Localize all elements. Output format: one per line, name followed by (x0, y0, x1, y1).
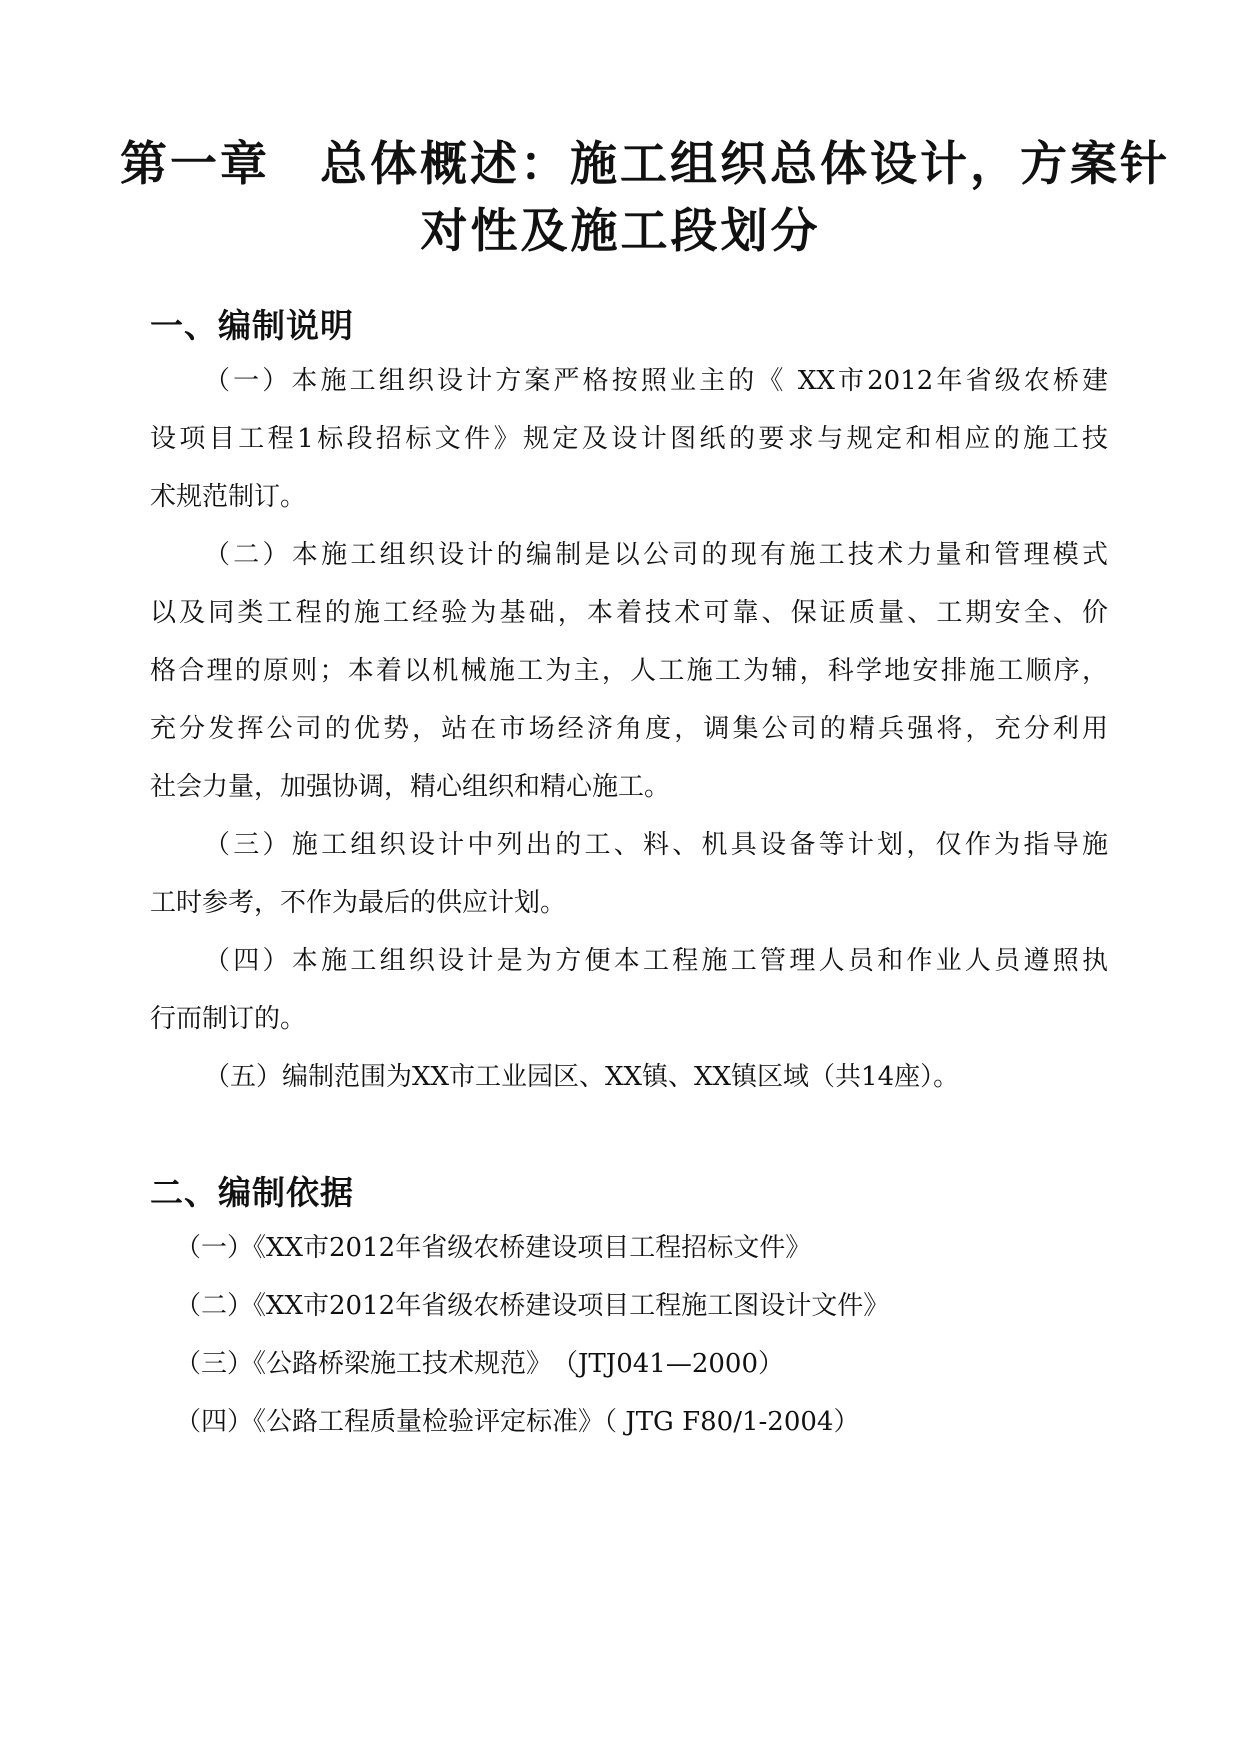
reference-item: （三）《公路桥梁施工技术规范》 （JTJ041—2000） (175, 1349, 784, 1379)
paragraph-line: （一）本施工组织设计方案严格按照业主的《 XX市2012年省级农桥建 (204, 366, 1108, 396)
paragraph-line: （五）编制范围为XX市工业园区、XX镇、XX镇区域（共14座）。 (204, 1062, 960, 1092)
paragraph-line: 工时参考，不作为最后的供应计划。 (150, 888, 567, 918)
paragraph-line: 充分发挥公司的优势，站在市场经济角度，调集公司的精兵强将，充分利用 (150, 714, 1108, 744)
reference-item: （一）《XX市2012年省级农桥建设项目工程招标文件》 (175, 1233, 812, 1263)
chapter-title-line-2: 对性及施工段划分 (420, 204, 821, 259)
section-heading-compilation-basis: 二、编制依据 (150, 1173, 354, 1212)
paragraph-line: 术规范制订。 (150, 482, 307, 512)
paragraph-line: 格合理的原则；本着以机械施工为主，人工施工为辅，科学地安排施工顺序， (150, 656, 1108, 686)
paragraph-line: 行而制订的。 (150, 1004, 307, 1034)
paragraph-line: （三）施工组织设计中列出的工、料、机具设备等计划，仅作为指导施 (204, 830, 1108, 860)
paragraph-line: （二）本施工组织设计的编制是以公司的现有施工技术力量和管理模式 (204, 540, 1108, 570)
reference-item: （二）《XX市2012年省级农桥建设项目工程施工图设计文件》 (175, 1291, 890, 1321)
paragraph-line: （四）本施工组织设计是为方便本工程施工管理人员和作业人员遵照执 (204, 946, 1108, 976)
chapter-title-line-1: 第一章 总体概述：施工组织总体设计，方案针 (120, 137, 1170, 192)
section-heading-compilation-notes: 一、编制说明 (150, 306, 354, 345)
paragraph-line: 社会力量，加强协调，精心组织和精心施工。 (150, 772, 671, 802)
reference-item: （四）《公路工程质量检验评定标准》（ JTG F80/1-2004） (175, 1407, 860, 1437)
paragraph-line: 以及同类工程的施工经验为基础，本着技术可靠、保证质量、工期安全、价 (150, 598, 1108, 628)
paragraph-line: 设项目工程1标段招标文件》规定及设计图纸的要求与规定和相应的施工技 (150, 424, 1108, 454)
